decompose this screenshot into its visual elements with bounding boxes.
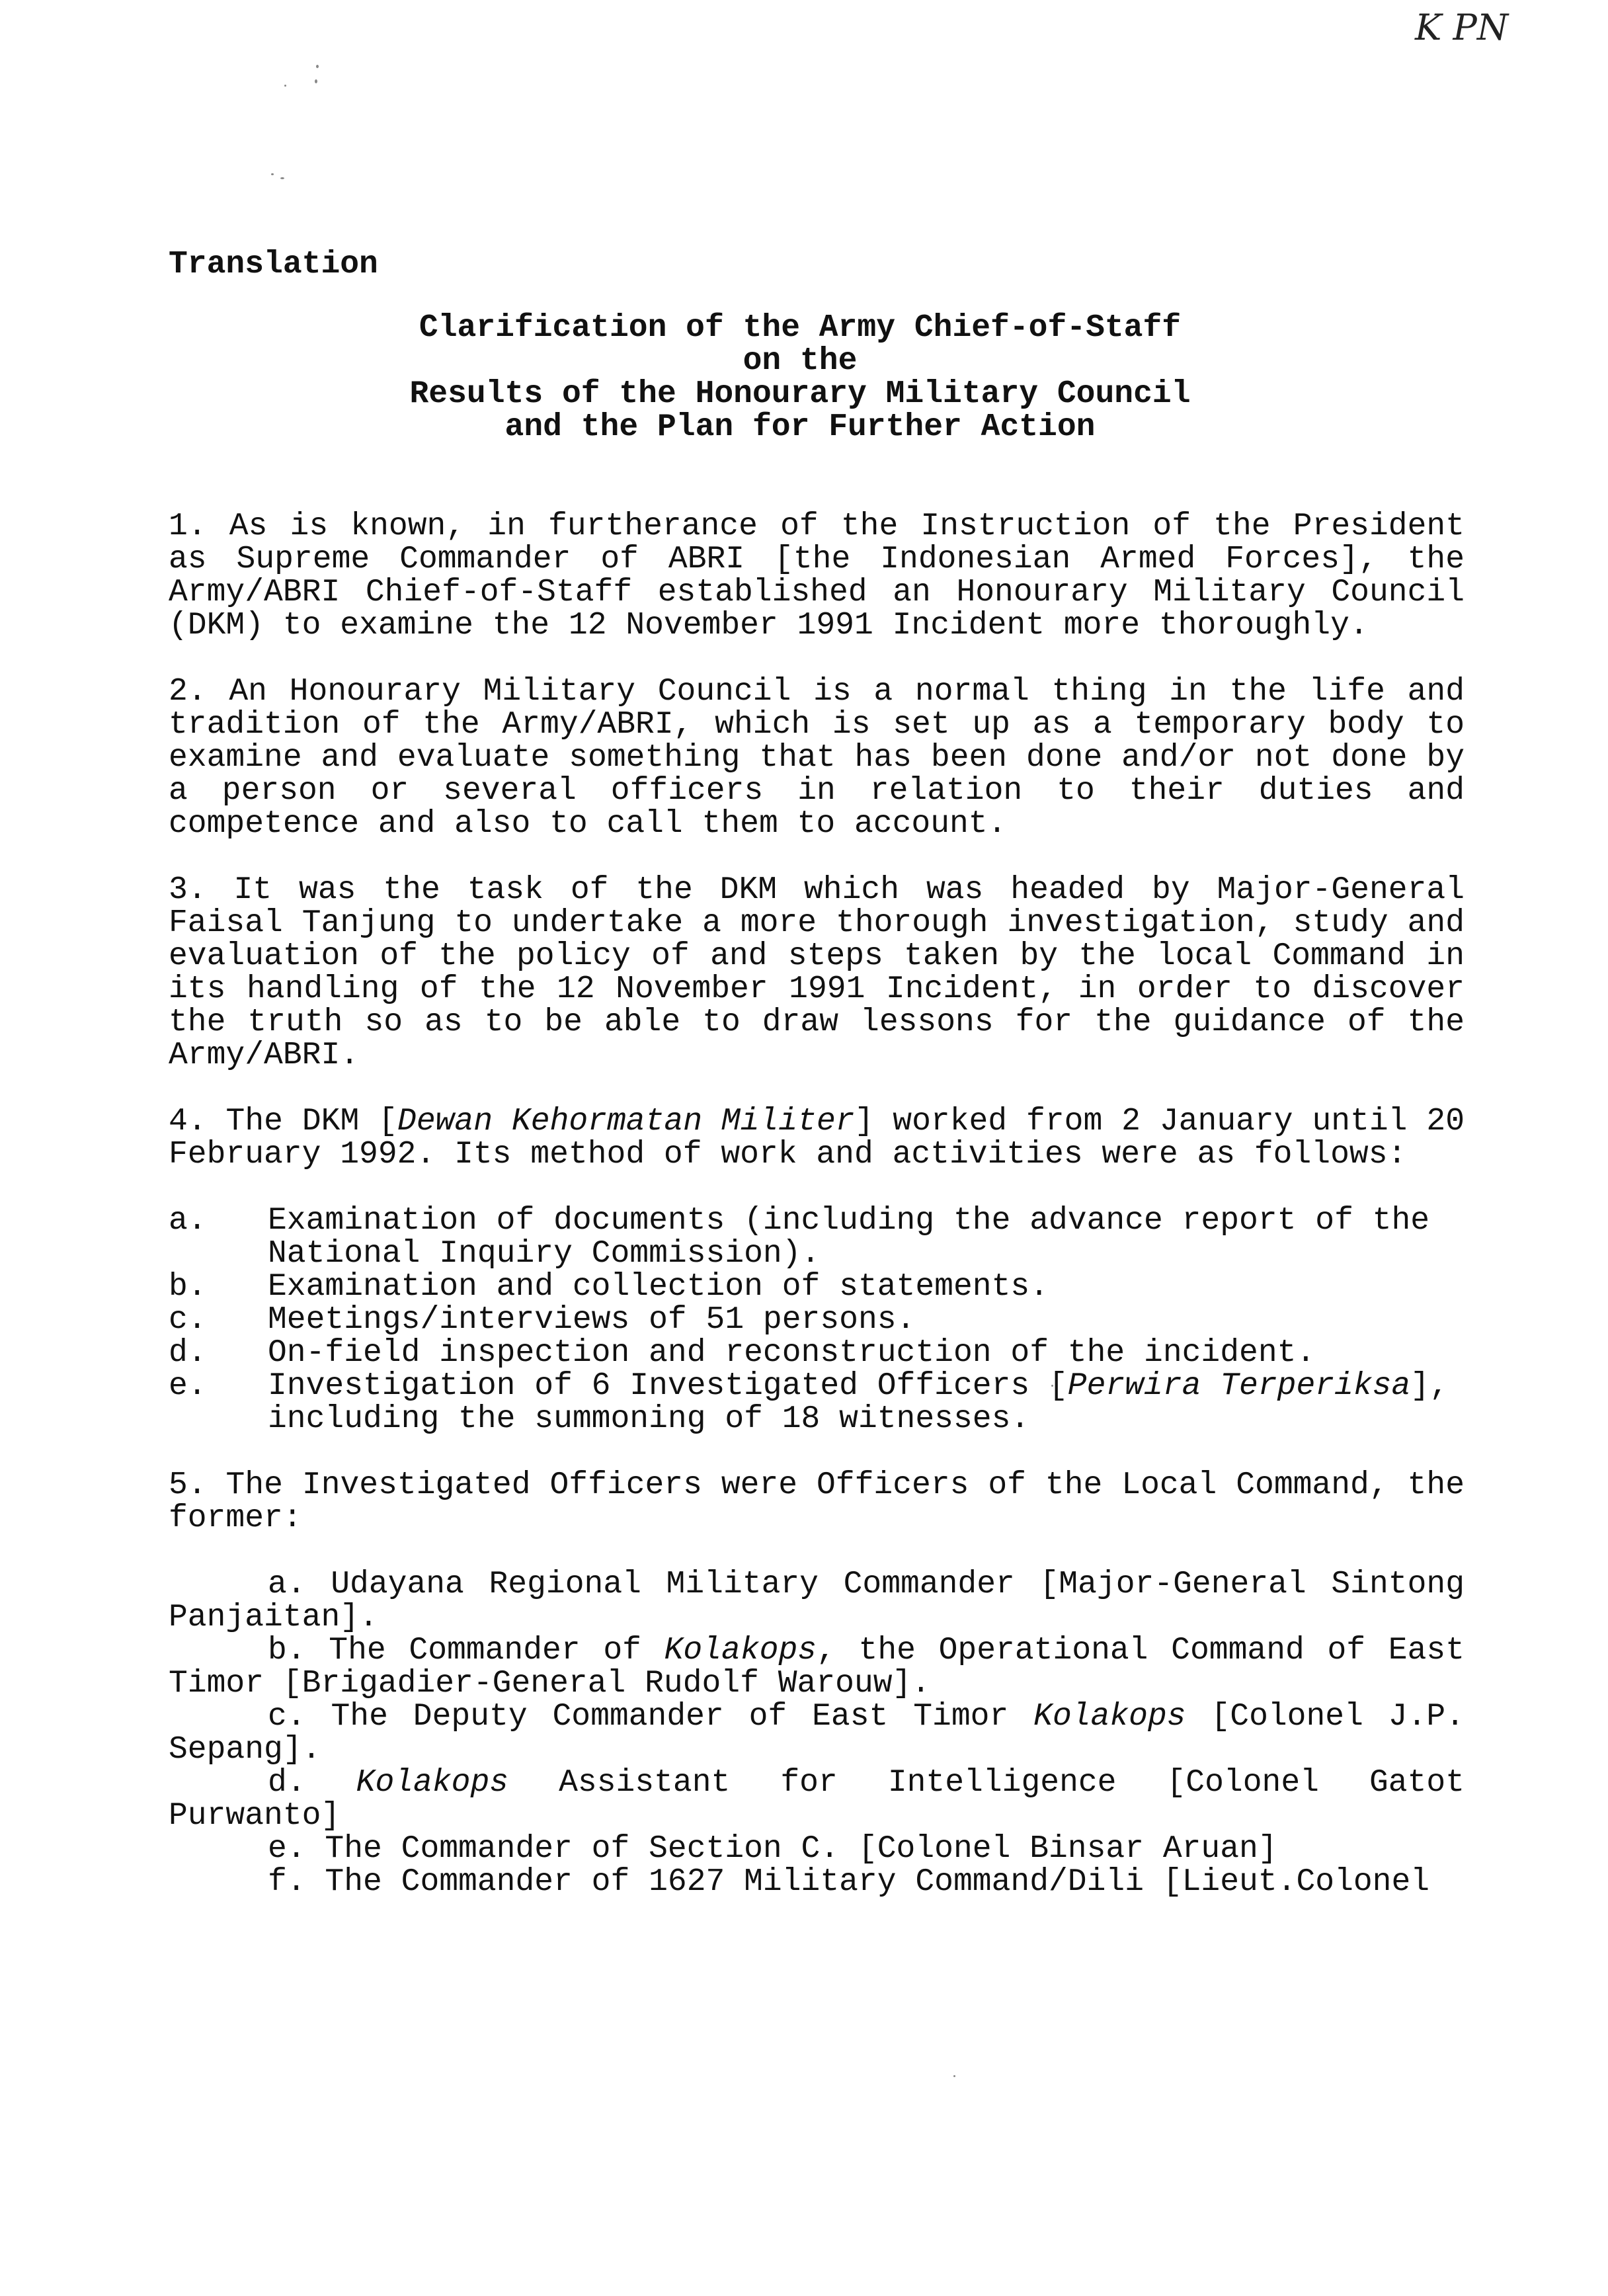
list-item — [169, 1270, 1465, 1303]
list-item — [169, 1370, 1465, 1436]
officer-item — [169, 1700, 1465, 1766]
title-line: on the — [743, 343, 858, 379]
paragraph-4 — [169, 1105, 1465, 1171]
list-item-letter: b. — [169, 1269, 207, 1305]
officer-list — [169, 1568, 1465, 1899]
list-item-letter: c. — [169, 1302, 207, 1338]
translation-label: Translation — [169, 247, 378, 282]
officer-italic: Kolakops — [356, 1765, 509, 1801]
method-list — [169, 1204, 1465, 1436]
paragraph-3: 3. It was the task of the DKM which was headed by Major-General Faisal Tanjung to undertake a more thorough investigation, study and evaluation of the policy of and steps taken by the local Command in its handling of the 12 November 1991 Incident, in order to discover the truth so as to be able to draw lessons for the guidance of the Army/ABRI. — [169, 872, 1465, 1073]
officer-text: b. The Commander of — [268, 1633, 664, 1668]
paragraph-1: 1. As is known, in furtherance of the Instruction of the President as Supreme Commander of ABRI [the Indonesian Armed Forces], the Army/ABRI Chief-of-Staff established an Honourary Military Council (DKM) to examine the 12 November 1991 Incident more thoroughly. — [169, 509, 1465, 643]
list-item-text — [268, 1370, 1465, 1436]
paragraph-2: 2. An Honourary Military Council is a normal thing in the life and tradition of the Army/ABRI, which is set up as a temporary body to examine and evaluate something that has been done and/or not done by a person or several officers in relation to their duties and competence and also to call them to account. — [169, 674, 1465, 842]
officer-italic: Kolakops — [1033, 1699, 1186, 1735]
scan-speck — [953, 2075, 955, 2077]
paragraph-4-italic: Dewan Kehormatan Militer — [397, 1104, 855, 1139]
scan-speck — [284, 85, 286, 87]
list-item-text: On-field inspection and reconstruction of the incident. — [268, 1335, 1316, 1371]
title-line: Results of the Honourary Military Council — [409, 376, 1191, 412]
title-line: and the Plan for Further Action — [504, 409, 1096, 445]
list-item-text-part: ], including the summoning of 18 witnesses. — [268, 1368, 1449, 1437]
officer-item: a. Udayana Regional Military Commander [Major-General Sintong Panjaitan]. — [169, 1567, 1465, 1635]
scan-speck — [271, 173, 274, 175]
paragraph-5: 5. The Investigated Officers were Officers of the Local Command, the former: — [169, 1467, 1465, 1536]
title-line: Clarification of the Army Chief-of-Staff — [419, 310, 1182, 346]
officer-item: f. The Commander of 1627 Military Command/Dili [Lieut.Colonel — [268, 1864, 1430, 1900]
list-item-letter: e. — [169, 1368, 207, 1404]
officer-text: c. The Deputy Commander of East Timor — [268, 1699, 1034, 1735]
list-item-text: Examination of documents (including the advance report of the National Inquiry Commission). — [268, 1203, 1430, 1272]
list-item — [169, 1303, 1465, 1336]
paragraph-4-text: ] worked from 2 January until 20 February 1992. Its method of work and activities were as follows: — [169, 1104, 1465, 1172]
handwritten-note: K PN — [1415, 7, 1509, 48]
paragraph-4-text: 4. The DKM [ — [169, 1104, 398, 1139]
list-item — [169, 1336, 1465, 1370]
officer-item: e. The Commander of Section C. [Colonel Binsar Aruan] — [268, 1831, 1277, 1867]
document-body — [169, 248, 1465, 1899]
officer-text: , the Operational Command of East Timor [Brigadier-General Rudolf Warouw]. — [169, 1633, 1465, 1702]
list-item — [169, 1204, 1465, 1270]
list-item-letter: a. — [169, 1203, 207, 1239]
officer-item — [169, 1634, 1465, 1700]
officer-italic: Kolakops — [664, 1633, 817, 1668]
list-item-text: Meetings/interviews of 51 persons. — [268, 1302, 916, 1338]
scan-speck — [280, 177, 284, 179]
list-item-text-part: Investigation of 6 Investigated Officers [ — [268, 1368, 1068, 1404]
officer-text: d. — [268, 1765, 356, 1801]
document-title — [169, 311, 1465, 444]
list-item-text: Examination and collection of statements. — [268, 1269, 1049, 1305]
list-item-letter: d. — [169, 1335, 207, 1371]
officer-text: Assistant for Intelligence [Colonel Gatot Purwanto] — [169, 1765, 1465, 1834]
officer-item — [169, 1766, 1465, 1832]
list-item-italic: Perwira Terperiksa — [1067, 1368, 1411, 1404]
officer-text: [Colonel J.P. Sepang]. — [169, 1699, 1465, 1768]
scan-speck — [316, 65, 319, 68]
scan-speck — [315, 79, 317, 83]
